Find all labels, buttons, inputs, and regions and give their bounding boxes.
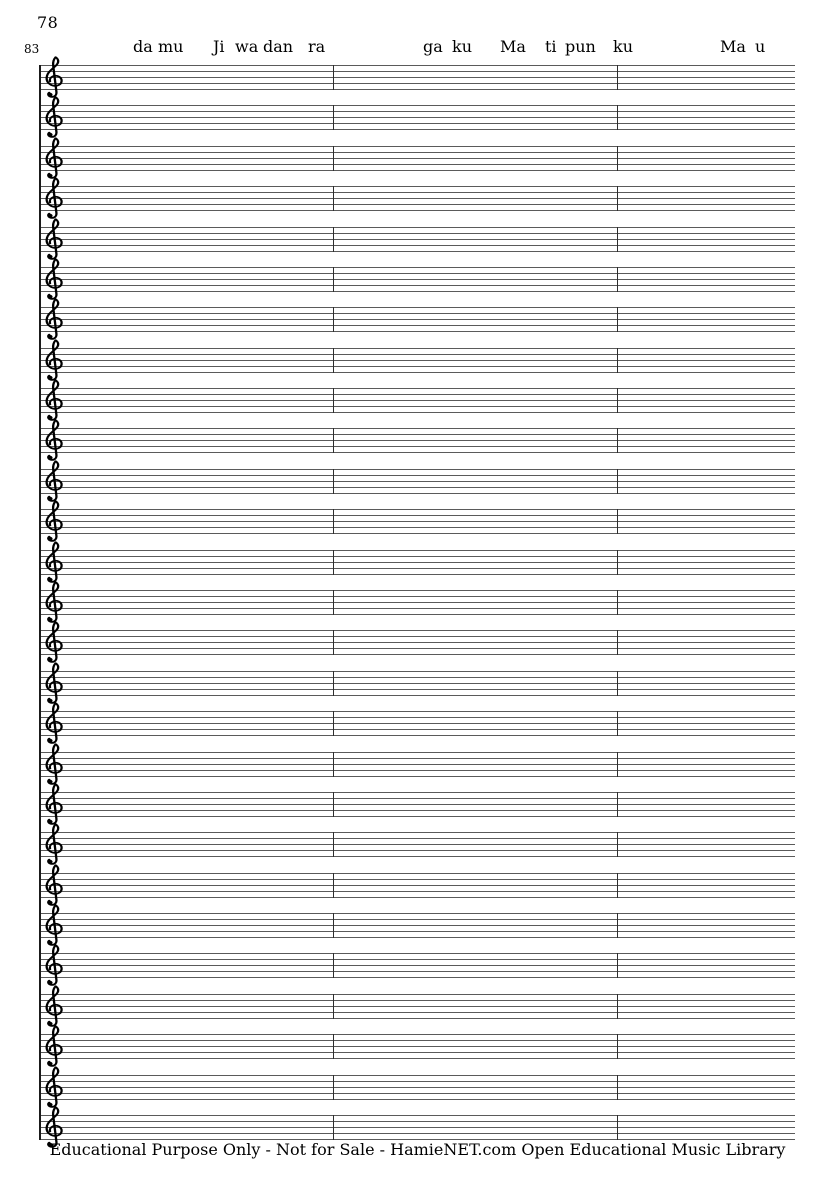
- barline: [617, 227, 618, 252]
- staff: [39, 913, 795, 938]
- barline: [333, 307, 334, 332]
- footer-text: Educational Purpose Only - Not for Sale - HamieNET.com Open Educational Music Library: [49, 1140, 786, 1159]
- staff: [39, 388, 795, 413]
- barline: [617, 832, 618, 857]
- lyric-syllable: u: [755, 37, 766, 56]
- barline: [617, 1034, 618, 1059]
- barline: [333, 348, 334, 373]
- measure-number: 83: [24, 42, 40, 56]
- barline: [333, 388, 334, 413]
- barline: [617, 348, 618, 373]
- barline: [333, 65, 334, 90]
- staff: [39, 752, 795, 777]
- treble-clef-icon: [42, 822, 66, 867]
- lyric-syllable: wa: [235, 37, 259, 56]
- treble-clef-icon: [42, 742, 66, 787]
- treble-clef-icon: [42, 943, 66, 988]
- treble-clef-icon: [42, 499, 66, 544]
- staff: [39, 186, 795, 211]
- staff: [39, 671, 795, 696]
- staff: [39, 469, 795, 494]
- lyric-syllable: mu: [158, 37, 184, 56]
- page-number: 78: [37, 13, 59, 32]
- lyric-syllable: ti: [545, 37, 557, 56]
- staff: [39, 873, 795, 898]
- barline: [617, 792, 618, 817]
- barline: [333, 1034, 334, 1059]
- treble-clef-icon: [42, 863, 66, 908]
- staff: [39, 711, 795, 736]
- barline: [333, 105, 334, 130]
- barline: [617, 65, 618, 90]
- barline: [617, 469, 618, 494]
- barline: [617, 913, 618, 938]
- lyric-syllable: Ji: [213, 37, 225, 56]
- staff: [39, 65, 795, 90]
- barline: [333, 832, 334, 857]
- treble-clef-icon: [42, 217, 66, 262]
- treble-clef-icon: [42, 459, 66, 504]
- lyric-syllable: ra: [308, 37, 326, 56]
- staff: [39, 1115, 795, 1140]
- treble-clef-icon: [42, 136, 66, 181]
- barline: [617, 550, 618, 575]
- staff: [39, 994, 795, 1019]
- barline: [333, 1075, 334, 1100]
- barline: [333, 994, 334, 1019]
- staff: [39, 832, 795, 857]
- barline: [617, 671, 618, 696]
- barline: [333, 428, 334, 453]
- treble-clef-icon: [42, 540, 66, 585]
- barline: [333, 953, 334, 978]
- treble-clef-icon: [42, 580, 66, 625]
- staff: [39, 509, 795, 534]
- barline: [333, 671, 334, 696]
- barline: [333, 550, 334, 575]
- lyric-syllable: ga: [423, 37, 443, 56]
- lyric-syllable: Ma: [720, 37, 746, 56]
- barline: [617, 873, 618, 898]
- treble-clef-icon: [42, 55, 66, 100]
- barline: [617, 953, 618, 978]
- barline: [617, 105, 618, 130]
- staff: [39, 348, 795, 373]
- treble-clef-icon: [42, 620, 66, 665]
- treble-clef-icon: [42, 418, 66, 463]
- treble-clef-icon: [42, 903, 66, 948]
- lyric-syllable: ku: [613, 37, 633, 56]
- system-barline: [39, 65, 41, 1140]
- barline: [333, 186, 334, 211]
- treble-clef-icon: [42, 297, 66, 342]
- barline: [617, 146, 618, 171]
- barline: [333, 227, 334, 252]
- barline: [333, 1115, 334, 1140]
- treble-clef-icon: [42, 257, 66, 302]
- barline: [617, 307, 618, 332]
- treble-clef-icon: [42, 701, 66, 746]
- barline: [617, 1075, 618, 1100]
- barline: [617, 752, 618, 777]
- staff: [39, 267, 795, 292]
- barline: [617, 711, 618, 736]
- treble-clef-icon: [42, 661, 66, 706]
- barline: [333, 267, 334, 292]
- barline: [617, 428, 618, 453]
- barline: [333, 146, 334, 171]
- staff: [39, 1034, 795, 1059]
- barline: [617, 186, 618, 211]
- barline: [617, 388, 618, 413]
- barline: [333, 509, 334, 534]
- staff: [39, 428, 795, 453]
- treble-clef-icon: [42, 338, 66, 383]
- barline: [333, 711, 334, 736]
- barline: [333, 590, 334, 615]
- barline: [617, 994, 618, 1019]
- barline: [333, 469, 334, 494]
- staff: [39, 630, 795, 655]
- lyric-syllable: Ma: [500, 37, 526, 56]
- staff: [39, 105, 795, 130]
- barline: [617, 509, 618, 534]
- staff: [39, 792, 795, 817]
- barline: [333, 752, 334, 777]
- treble-clef-icon: [42, 176, 66, 221]
- staff: [39, 590, 795, 615]
- staff: [39, 227, 795, 252]
- lyric-syllable: ku: [452, 37, 472, 56]
- treble-clef-icon: [42, 984, 66, 1029]
- staff: [39, 307, 795, 332]
- lyric-syllable: pun: [565, 37, 596, 56]
- staff: [39, 146, 795, 171]
- lyric-syllable: da: [133, 37, 153, 56]
- treble-clef-icon: [42, 378, 66, 423]
- barline: [333, 913, 334, 938]
- staff: [39, 1075, 795, 1100]
- barline: [617, 1115, 618, 1140]
- barline: [617, 267, 618, 292]
- barline: [333, 792, 334, 817]
- treble-clef-icon: [42, 1024, 66, 1069]
- barline: [333, 630, 334, 655]
- staff: [39, 953, 795, 978]
- staff: [39, 550, 795, 575]
- barline: [333, 873, 334, 898]
- barline: [617, 590, 618, 615]
- barline: [617, 630, 618, 655]
- treble-clef-icon: [42, 95, 66, 140]
- treble-clef-icon: [42, 1065, 66, 1110]
- lyric-syllable: dan: [263, 37, 294, 56]
- treble-clef-icon: [42, 782, 66, 827]
